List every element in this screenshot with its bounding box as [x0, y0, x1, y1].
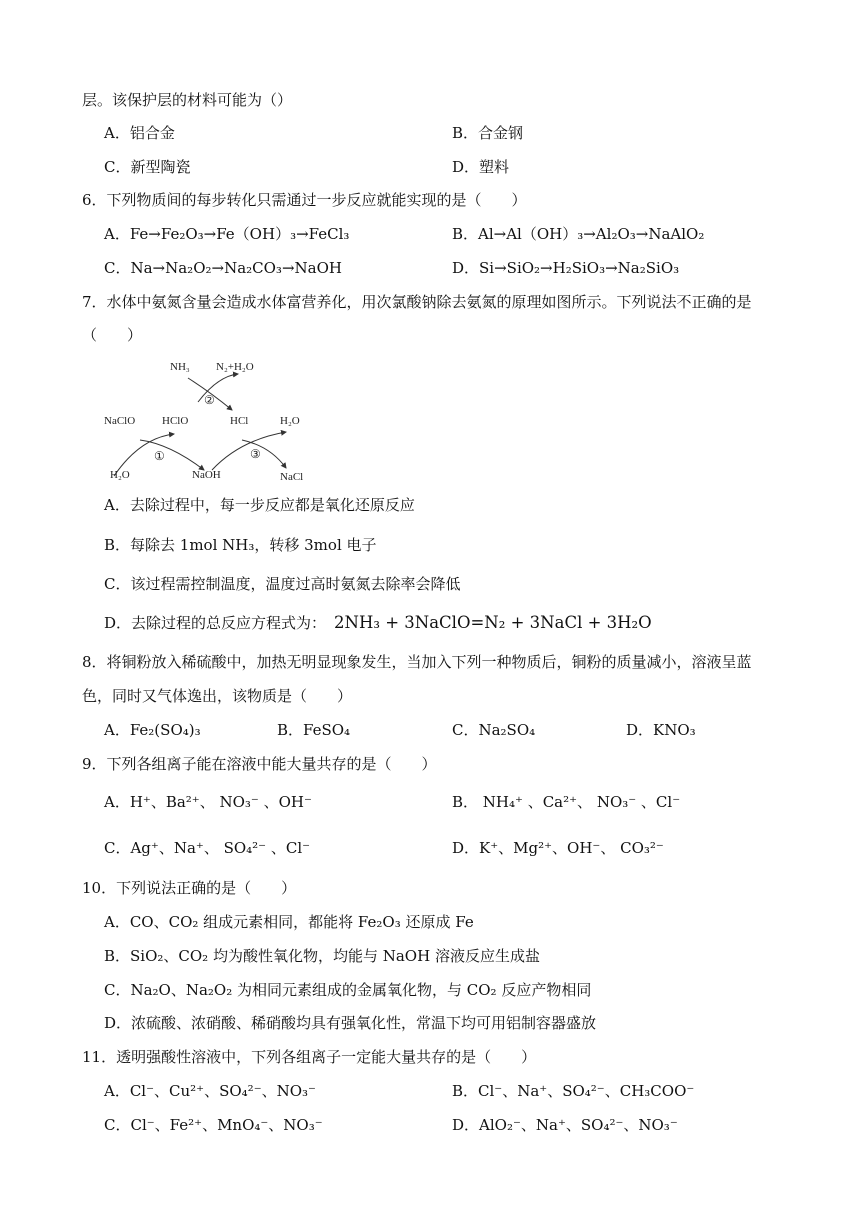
diagram-step-1-label: ①: [154, 449, 165, 463]
q7-option-d-label: D．去除过程的总反应方程式为：: [104, 614, 327, 632]
q7-total-equation: 2NH₃ + 3NaClO=N₂ + 3NaCl + 3H₂O: [334, 613, 652, 632]
q7-option-d[interactable]: [104, 613, 652, 633]
diagram-label-naclo: NaClO: [104, 415, 136, 427]
diagram-step-3-label: ③: [250, 447, 261, 461]
q5-option-c[interactable]: C．新型陶瓷: [104, 158, 191, 176]
q7-option-b[interactable]: B．每除去 1mol NH₃，转移 3mol 电子: [104, 536, 377, 554]
q11-option-b[interactable]: B．Cl⁻、Na⁺、SO₄²⁻、CH₃COO⁻: [452, 1082, 695, 1100]
q5-stem-tail: 层。该保护层的材料可能为（）: [82, 91, 293, 109]
q10-option-a[interactable]: A．CO、CO₂ 组成元素相同，都能将 Fe₂O₃ 还原成 Fe: [104, 913, 474, 931]
q7-option-a[interactable]: A．去除过程中，每一步反应都是氧化还原反应: [104, 496, 415, 514]
diagram-label-hcl: HCl: [230, 415, 249, 427]
diagram-label-nh3: NH₃: [170, 361, 190, 373]
q9-option-b[interactable]: B． NH₄⁺ 、Ca²⁺、 NO₃⁻ 、Cl⁻: [452, 793, 681, 811]
q8-option-c[interactable]: C．Na₂SO₄: [452, 721, 536, 739]
q5-option-a[interactable]: A．铝合金: [104, 124, 175, 142]
q6-option-a[interactable]: A．Fe→Fe₂O₃→Fe（OH）₃→FeCl₃: [104, 225, 350, 243]
diagram-label-h2o-right: H₂O: [280, 415, 300, 427]
q10-option-b[interactable]: B．SiO₂、CO₂ 均为酸性氧化物，均能与 NaOH 溶液反应生成盐: [104, 947, 540, 965]
diagram-curve-1-product: [140, 440, 204, 470]
diagram-label-n2h2o: N₂+H₂O: [216, 361, 254, 373]
q11-stem: 11．透明强酸性溶液中，下列各组离子一定能大量共存的是（ ）: [82, 1048, 537, 1066]
q10-stem: 10．下列说法正确的是（ ）: [82, 879, 297, 897]
q6-option-b[interactable]: B．Al→Al（OH）₃→Al₂O₃→NaAlO₂: [452, 225, 705, 243]
q7-answer-paren: （ ）: [82, 326, 143, 344]
q10-option-c[interactable]: C．Na₂O、Na₂O₂ 为相同元素组成的金属氧化物，与 CO₂ 反应产物相同: [104, 981, 592, 999]
diagram-arrow-3: [212, 432, 286, 470]
q8-option-a[interactable]: A．Fe₂(SO₄)₃: [104, 721, 201, 739]
diagram-curve-3-product: [242, 440, 286, 468]
q7-option-c[interactable]: C．该过程需控制温度，温度过高时氨氮去除率会降低: [104, 575, 461, 593]
diagram-step-2-label: ②: [204, 393, 215, 407]
q5-option-d[interactable]: D．塑料: [452, 158, 510, 176]
q6-option-d[interactable]: D．Si→SiO₂→H₂SiO₃→Na₂SiO₃: [452, 259, 680, 277]
diagram-label-nacl: NaCl: [280, 471, 304, 483]
diagram-label-hclo: HClO: [162, 415, 189, 427]
q8-stem-line-2: 色，同时又气体逸出，该物质是（ ）: [82, 687, 353, 705]
q5-option-b[interactable]: B．合金钢: [452, 124, 524, 142]
q11-option-c[interactable]: C．Cl⁻、Fe²⁺、MnO₄⁻、NO₃⁻: [104, 1116, 323, 1134]
q9-option-a[interactable]: A．H⁺、Ba²⁺、 NO₃⁻ 、OH⁻: [104, 793, 312, 811]
q8-stem-line-1: 8．将铜粉放入稀硫酸中，加热无明显现象发生，当加入下列一种物质后，铜粉的质量减小，溶液呈蓝: [82, 653, 752, 671]
q11-option-a[interactable]: A．Cl⁻、Cu²⁺、SO₄²⁻、NO₃⁻: [104, 1082, 316, 1100]
q9-option-c[interactable]: C．Ag⁺、Na⁺、 SO₄²⁻ 、Cl⁻: [104, 839, 311, 857]
q8-option-d[interactable]: D．KNO₃: [626, 721, 696, 739]
q7-reaction-diagram: [100, 352, 330, 484]
diagram-label-naoh: NaOH: [192, 469, 221, 481]
q8-option-b[interactable]: B．FeSO₄: [277, 721, 351, 739]
q9-option-d[interactable]: D．K⁺、Mg²⁺、OH⁻、 CO₃²⁻: [452, 839, 664, 857]
diagram-label-h2o-left: H₂O: [110, 469, 130, 481]
q10-option-d[interactable]: D．浓硫酸、浓硝酸、稀硝酸均具有强氧化性，常温下均可用铝制容器盛放: [104, 1014, 597, 1032]
q9-stem: 9．下列各组离子能在溶液中能大量共存的是（ ）: [82, 755, 437, 773]
q6-option-c[interactable]: C．Na→Na₂O₂→Na₂CO₃→NaOH: [104, 259, 342, 277]
q6-stem: 6．下列物质间的每步转化只需通过一步反应就能实现的是（ ）: [82, 191, 527, 209]
q7-stem: 7．水体中氨氮含量会造成水体富营养化，用次氯酸钠除去氨氮的原理如图所示。下列说法不正确的是: [82, 293, 752, 311]
q11-option-d[interactable]: D．AlO₂⁻、Na⁺、SO₄²⁻、NO₃⁻: [452, 1116, 678, 1134]
